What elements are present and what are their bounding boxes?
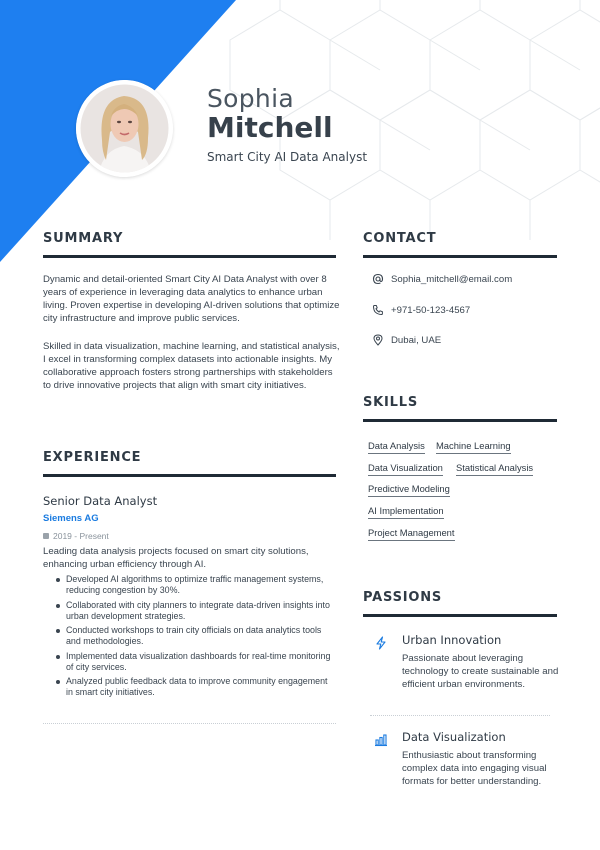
job-date-text: 2019 - Present [53,531,109,541]
contact-divider [363,255,557,258]
experience-heading: EXPERIENCE [43,450,142,465]
phone-icon [372,304,384,316]
job-position: Senior Data Analyst [43,494,158,508]
contact-email-text[interactable]: Sophia_mitchell@email.com [391,273,513,285]
job-date [43,531,109,541]
summary-paragraph-2: Skilled in data visualization, machine learning, and statistical analysis, I excel in transforming complex datasets into actionable insights. My collaborative approach fosters strong partnerships with stakeholders to drive innovative projects that align with smart city initiatives. [43,341,340,391]
experience-divider [43,474,336,477]
job-company: Siemens AG [43,513,99,524]
experience-end-divider [43,723,336,724]
skill-tag: Project Management [368,527,455,541]
contact-phone-text[interactable]: +971-50-123-4567 [391,304,471,316]
summary-paragraph-1: Dynamic and detail-oriented Smart City AI Data Analyst with over 8 years of experience in leveraging data analytics to enhance urban living. Proven expertise in developing AI-driven solutions that optimize city infrastructure and improve public services. [43,274,340,324]
job-bullet: Implemented data visualization dashboards for real-time monitoring of city services. [56,651,336,673]
skills-divider [363,419,557,422]
bar-chart-icon [374,733,388,747]
summary-heading: SUMMARY [43,231,124,246]
job-bullet: Collaborated with city planners to integrate data-driven insights into urban development strategies. [56,600,336,622]
skills-heading: SKILLS [363,395,419,410]
passion-divider [370,715,550,716]
skill-tag: Machine Learning [436,440,511,454]
contact-phone [372,304,470,316]
at-icon [372,273,384,285]
contact-email [372,273,512,285]
skill-tag: Data Visualization [368,462,443,476]
passion-title: Urban Innovation [402,633,502,647]
contact-location-text: Dubai, UAE [391,334,442,346]
job-bullet: Developed AI algorithms to optimize traffic management systems, reducing congestion by 30%. [56,574,336,596]
skill-tag: Predictive Modeling [368,483,450,497]
skill-tag: Statistical Analysis [456,462,533,476]
passion-description: Passionate about leveraging technology to create sustainable and efficient urban environments. [402,653,559,690]
skill-tag: AI Implementation [368,505,444,519]
passion-description: Enthusiastic about transforming complex data into engaging visual formats for better understanding. [402,750,547,787]
passions-heading: PASSIONS [363,590,443,605]
passions-divider [363,614,557,617]
passion-title: Data Visualization [402,730,506,744]
profile-photo [76,80,173,177]
lightning-icon [374,636,388,650]
job-description: Leading data analysis projects focused on smart city solutions, enhancing urban efficiency through AI. [43,546,309,570]
calendar-icon [43,533,49,539]
job-bullet-list [56,574,336,702]
professional-title: Smart City AI Data Analyst [207,150,368,164]
contact-location [372,334,441,346]
first-name: Sophia [207,84,294,113]
contact-heading: CONTACT [363,231,437,246]
location-pin-icon [372,334,384,346]
skill-tag: Data Analysis [368,440,425,454]
job-bullet: Conducted workshops to train city officials on data analytics tools and methodologies. [56,625,336,647]
last-name: Mitchell [207,111,333,144]
job-bullet: Analyzed public feedback data to improve community engagement in smart city initiatives. [56,676,336,698]
